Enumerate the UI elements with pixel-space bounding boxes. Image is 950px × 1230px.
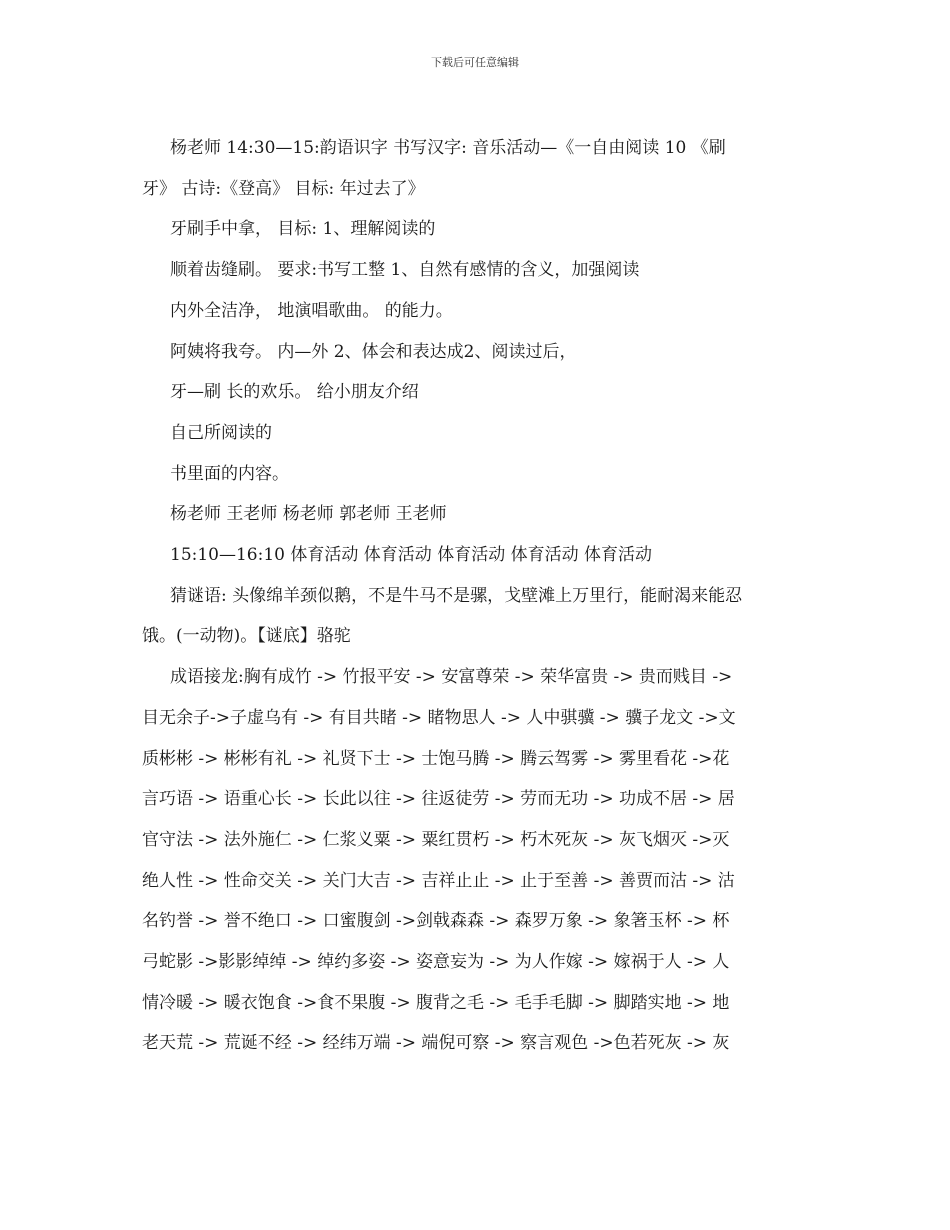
text-line: 15:10—16:10 体育活动 体育活动 体育活动 体育活动 体育活动 (170, 545, 653, 566)
text-line: 饿。(一动物)。【谜底】骆驼 (142, 626, 351, 647)
page-header-note: 下载后可任意编辑 (431, 56, 519, 69)
text-line: 绝人性 -> 性命交关 -> 关门大吉 -> 吉祥止止 -> 止于至善 -> 善贾而沽 -> 沽 (142, 870, 735, 891)
text-line: 书里面的内容。 (170, 463, 289, 484)
document-body (142, 128, 814, 1064)
text-line: 阿姨将我夸。 内—外 2、体会和表达成2、阅读过后， (170, 341, 577, 362)
text-line: 杨老师 王老师 杨老师 郭老师 王老师 (170, 504, 447, 525)
text-line: 杨老师 14:30—15:韵语识字 书写汉字: 音乐活动—《一自由阅读 10 《刷 (170, 138, 726, 158)
text-line: 牙—刷 长的欢乐。 给小朋友介绍 (170, 382, 419, 403)
text-line: 言巧语 -> 语重心长 -> 长此以往 -> 往返徒劳 -> 劳而无功 -> 功成不居 -> 居 (142, 789, 735, 810)
text-line: 内外全洁净， 地演唱歌曲。 的能力。 (170, 300, 453, 321)
text-line: 牙》 古诗:《登高》 目标: 年过去了》 (142, 178, 425, 199)
text-line: 质彬彬 -> 彬彬有礼 -> 礼贤下士 -> 士饱马腾 -> 腾云驾雾 -> 雾里看花 ->花 (142, 748, 730, 769)
text-line: 老天荒 -> 荒诞不经 -> 经纬万端 -> 端倪可察 -> 察言观色 ->色若死灰 -> 灰 (142, 1033, 730, 1054)
text-line: 牙刷手中拿， 目标: 1、理解阅读的 (170, 219, 436, 240)
text-line: 顺着齿缝刷。 要求:书写工整 1、自然有感情的含义，加强阅读 (170, 260, 640, 281)
text-line: 情冷暖 -> 暖衣饱食 ->食不果腹 -> 腹背之毛 -> 毛手毛脚 -> 脚踏实地 -> 地 (142, 992, 730, 1013)
text-line: 弓蛇影 ->影影绰绰 -> 绰约多姿 -> 姿意妄为 -> 为人作嫁 -> 嫁祸于人 -> 人 (142, 952, 730, 973)
text-line: 目无余子->子虚乌有 -> 有目共睹 -> 睹物思人 -> 人中骐骥 -> 骥子龙文 ->文 (142, 707, 736, 728)
text-line: 猜谜语: 头像绵羊颈似鹅，不是牛马不是骡，戈壁滩上万里行，能耐渴来能忍 (170, 585, 743, 606)
text-line: 官守法 -> 法外施仁 -> 仁浆义粟 -> 粟红贯朽 -> 朽木死灰 -> 灰飞烟灭 ->灭 (142, 829, 730, 850)
text-line: 成语接龙:胸有成竹 -> 竹报平安 -> 安富尊荣 -> 荣华富贵 -> 贵而贱目 -> (170, 667, 733, 688)
text-line: 自己所阅读的 (170, 422, 272, 443)
text-line: 名钓誉 -> 誉不绝口 -> 口蜜腹剑 ->剑戟森森 -> 森罗万象 -> 象箸玉杯 -> 杯 (142, 911, 730, 932)
